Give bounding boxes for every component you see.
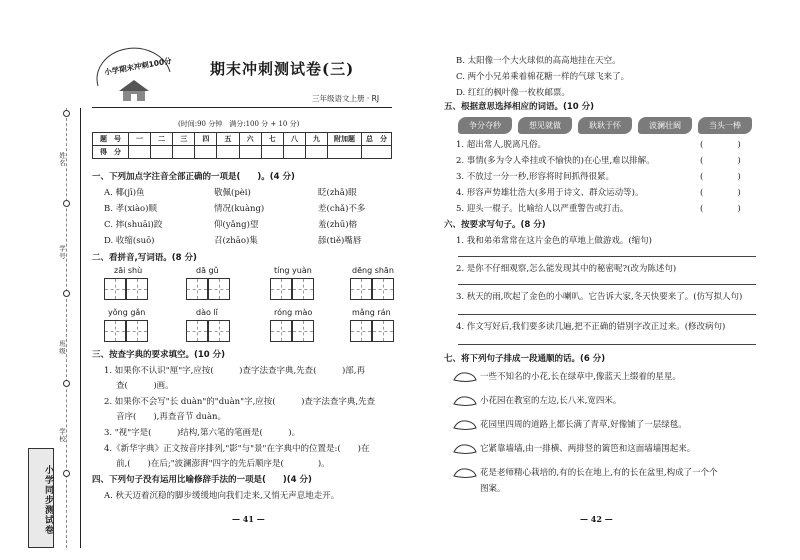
score-cell[interactable] [305,146,327,159]
logo-badge [90,46,178,106]
brand-label: 小学同步测试卷 [28,448,54,548]
pinyin-label: dā gǔ [196,266,219,275]
name-field-label: 姓名 [58,152,66,167]
page-number-left: — 41 — [232,514,265,524]
option-d-2: 召(zhāo)集 [214,236,258,246]
writing-box[interactable] [350,320,372,342]
answer-paren[interactable]: ( ) [700,140,741,150]
school-field-label: 学校 [58,428,66,443]
answer-line[interactable] [458,256,756,257]
option-b-2: 情况(kuàng) [214,204,265,214]
binding-hole [63,470,70,477]
badge-text: 小学期末冲刺100分 [103,56,173,77]
section-1-title: 一、下列加点字注音全部正确的一项是( )。(4 分) [92,172,295,182]
writing-box[interactable] [186,320,208,342]
section-6-item: 3. 秋天的雨,吹起了金色的小喇叭。它告诉大家,冬天快要来了。(仿写拟人句) [456,292,743,302]
section-5-item: 2. 事情(多为令人牵挂或不愉快的)在心里,难以排解。 [456,156,655,166]
section-5-item: 4. 形容声势雄壮浩大(多用于诗文、群众运动等)。 [456,188,644,198]
idiom-card: 争分夺秒 [458,117,512,134]
section-7-item: 花是老师精心栽培的,有的长在地上,有的长在盆里,构成了一个个 [480,468,718,478]
option-d-3: 舔(tiě)嘴唇 [318,236,362,246]
score-cell[interactable] [239,146,261,159]
option-a-3: 眨(zhǎ)眼 [318,188,357,198]
score-header-cell: 一 [129,133,151,146]
section-2-title: 二、看拼音,写词语。(8 分) [92,253,197,263]
score-value-row [93,146,392,159]
score-cell[interactable] [129,146,151,159]
cut-line [66,108,67,548]
time-info: (时间:90 分钟 满分:100 分 + 10 分) [178,120,300,128]
order-blank[interactable] [452,394,478,408]
binding-hole [63,290,70,297]
score-header-row [93,133,392,146]
section-6-title: 六、按要求写句子。(8 分) [444,220,546,230]
idiom-card: 想见就做 [518,117,572,134]
option-c-1: C. 摔(shuāi)跤 [104,220,163,230]
house-icon [116,78,152,102]
score-cell[interactable] [261,146,283,159]
section-7-item: 它紧靠墙墙,由一排横、两排竖的篱笆和这面墙墙围起来。 [480,444,696,454]
leaf-blank-icon [452,442,478,456]
writing-box[interactable] [350,278,372,300]
grade-label: 三年级语文上册 · RJ [312,94,380,103]
section-7-title: 七、将下列句子排成一段通顺的话。(6 分) [444,354,606,364]
writing-box[interactable] [372,320,394,342]
writing-box[interactable] [186,278,208,300]
score-cell[interactable] [328,146,362,159]
section-3-line: 4.《新华字典》正文按音序排列,"影"与"景"在字典中的位置是:( )在 [104,444,370,454]
section-5-item: 3. 不放过一分一秒,形容将时间抓得很紧。 [456,172,615,182]
idiom-card: 耿耿于怀 [578,117,632,134]
section-6-item: 2. 是你不仔细观察,怎么能发现其中的秘密呢?(改为陈述句) [456,264,677,274]
section-6-item: 1. 我和弟弟常常在这片金色的草地上做游戏。(缩句) [456,236,652,246]
score-header-cell: 三 [173,133,195,146]
writing-box[interactable] [126,278,148,300]
binding-hole [63,110,70,117]
score-header-cell: 五 [217,133,239,146]
section-4-option-a: A. 秋天迈着沉稳的脚步缓缓地向我们走来,又悄无声息地走开。 [104,491,340,501]
pinyin-label: yǒng gǎn [108,308,146,317]
section-7-item: 小花园在教室的左边,长八米,宽四米。 [480,396,622,406]
section-6-item: 4. 作文写好后,我们要多读几遍,把不正确的错别字改正过来。(修改病句) [456,322,726,332]
writing-box[interactable] [292,320,314,342]
page-number-right: — 42 — [580,514,613,524]
idiom-bank [458,117,758,135]
pinyin-label: róng mào [274,308,313,317]
section-3-line: 查( )画。 [116,381,174,391]
score-cell[interactable] [283,146,305,159]
leaf-blank-icon [452,370,478,384]
pinyin-label: tíng yuàn [274,266,312,275]
answer-paren[interactable]: ( ) [700,172,741,182]
idiom-card: 当头一棒 [698,117,752,134]
score-table [92,132,392,159]
leaf-blank-icon [452,418,478,432]
writing-box[interactable] [104,320,126,342]
answer-line[interactable] [458,344,756,345]
section-3-line: 音序( ),再查音节 duàn。 [116,412,226,422]
option-c-2: 仰(yǎng)望 [214,220,259,230]
section-4-option-d: D. 红红的枫叶像一枚枚邮票。 [456,88,570,98]
section-3-line: 1. 如果你不认识"厘"字,应按( )查字法查字典,先查( )部,再 [104,366,366,376]
answer-paren[interactable]: ( ) [700,204,741,214]
section-5-title: 五、根据意思选择相应的词语。(10 分) [444,102,595,112]
section-4-title: 四、下列句子没有运用比喻修辞手法的一项是( )(4 分) [92,475,312,485]
pinyin-label: zāi shù [114,266,143,275]
score-row-label: 得 分 [93,146,129,159]
option-a-1: A. 椰(jī)鱼 [104,188,145,198]
writing-box[interactable] [292,278,314,300]
section-5-item: 1. 超出常人,脱离凡俗。 [456,140,547,150]
score-header-cell: 总 分 [362,133,392,146]
writing-box[interactable] [270,278,292,300]
class-field-label: 班级 [58,340,66,355]
score-header-cell: 附加题 [328,133,362,146]
writing-box[interactable] [126,320,148,342]
option-b-3: 差(chǎ)不多 [318,204,366,214]
section-7-item-cont: 图案。 [480,484,506,494]
score-header-cell: 七 [261,133,283,146]
id-field-label: 学号 [58,245,66,260]
writing-box[interactable] [208,278,230,300]
section-3-line: 前,( )在后;"波澜澎湃"四字的先后顺序是( )。 [116,459,330,469]
binding-hole [63,380,70,387]
score-cell[interactable] [151,146,173,159]
section-3-title: 三、按查字典的要求填空。(10 分) [92,350,226,360]
score-cell[interactable] [362,146,392,159]
score-header-cell: 八 [283,133,305,146]
pinyin-label: dào lǐ [196,308,218,317]
binding-hole [63,200,70,207]
section-4-option-c: C. 两个小兄弟乘着棉花糖一样的气球飞来了。 [456,72,630,82]
score-header-cell: 九 [305,133,327,146]
pinyin-label: mǎng rán [352,308,391,317]
writing-box[interactable] [372,278,394,300]
order-blank[interactable] [452,370,478,384]
score-cell[interactable] [195,146,217,159]
margin-line [80,108,81,548]
writing-box[interactable] [104,278,126,300]
leaf-blank-icon [452,466,478,480]
option-a-2: 敬佩(pèi) [214,188,251,198]
section-3-line: 3. "视"字是( )结构,第六笔的笔画是( )。 [104,428,301,438]
section-7-item: 花园里四周的道路上都长满了青草,好像铺了一层绿毯。 [480,420,687,430]
section-5-item: 5. 迎头一棍子。比喻给人以严重警告或打击。 [456,204,629,214]
order-blank[interactable] [452,418,478,432]
score-header-cell: 六 [239,133,261,146]
order-blank[interactable] [452,442,478,456]
option-c-3: 羞(zhū)榕 [318,220,358,230]
answer-paren[interactable]: ( ) [700,156,741,166]
score-header-cell: 四 [195,133,217,146]
option-b-1: B. 孝(xiào)顺 [104,204,157,214]
page-title: 期末冲刺测试卷(三) [210,60,355,78]
pinyin-label: dēng shān [352,266,394,275]
binding-strip [0,0,78,560]
section-4-option-b: B. 太阳像一个大火球似的高高地挂在天空。 [456,56,621,66]
section-7-item: 一些不知名的小花,长在绿草中,像蓝天上缀着的星星。 [480,372,681,382]
score-cell[interactable] [217,146,239,159]
score-header-cell: 题 号 [93,133,129,146]
section-3-line: 2. 如果你不会写"长 duàn"的"duàn"字,应按( )查字法查字典,先查 [104,397,376,407]
writing-box[interactable] [208,320,230,342]
order-blank[interactable] [452,466,478,480]
answer-line[interactable] [458,284,756,285]
score-cell[interactable] [173,146,195,159]
answer-line[interactable] [458,314,756,315]
writing-box[interactable] [270,320,292,342]
option-d-1: D. 收缩(suō) [104,236,155,246]
title-divider [92,107,392,108]
answer-paren[interactable]: ( ) [700,188,741,198]
idiom-card: 波澜壮阔 [638,117,692,134]
leaf-blank-icon [452,394,478,408]
score-header-cell: 二 [151,133,173,146]
